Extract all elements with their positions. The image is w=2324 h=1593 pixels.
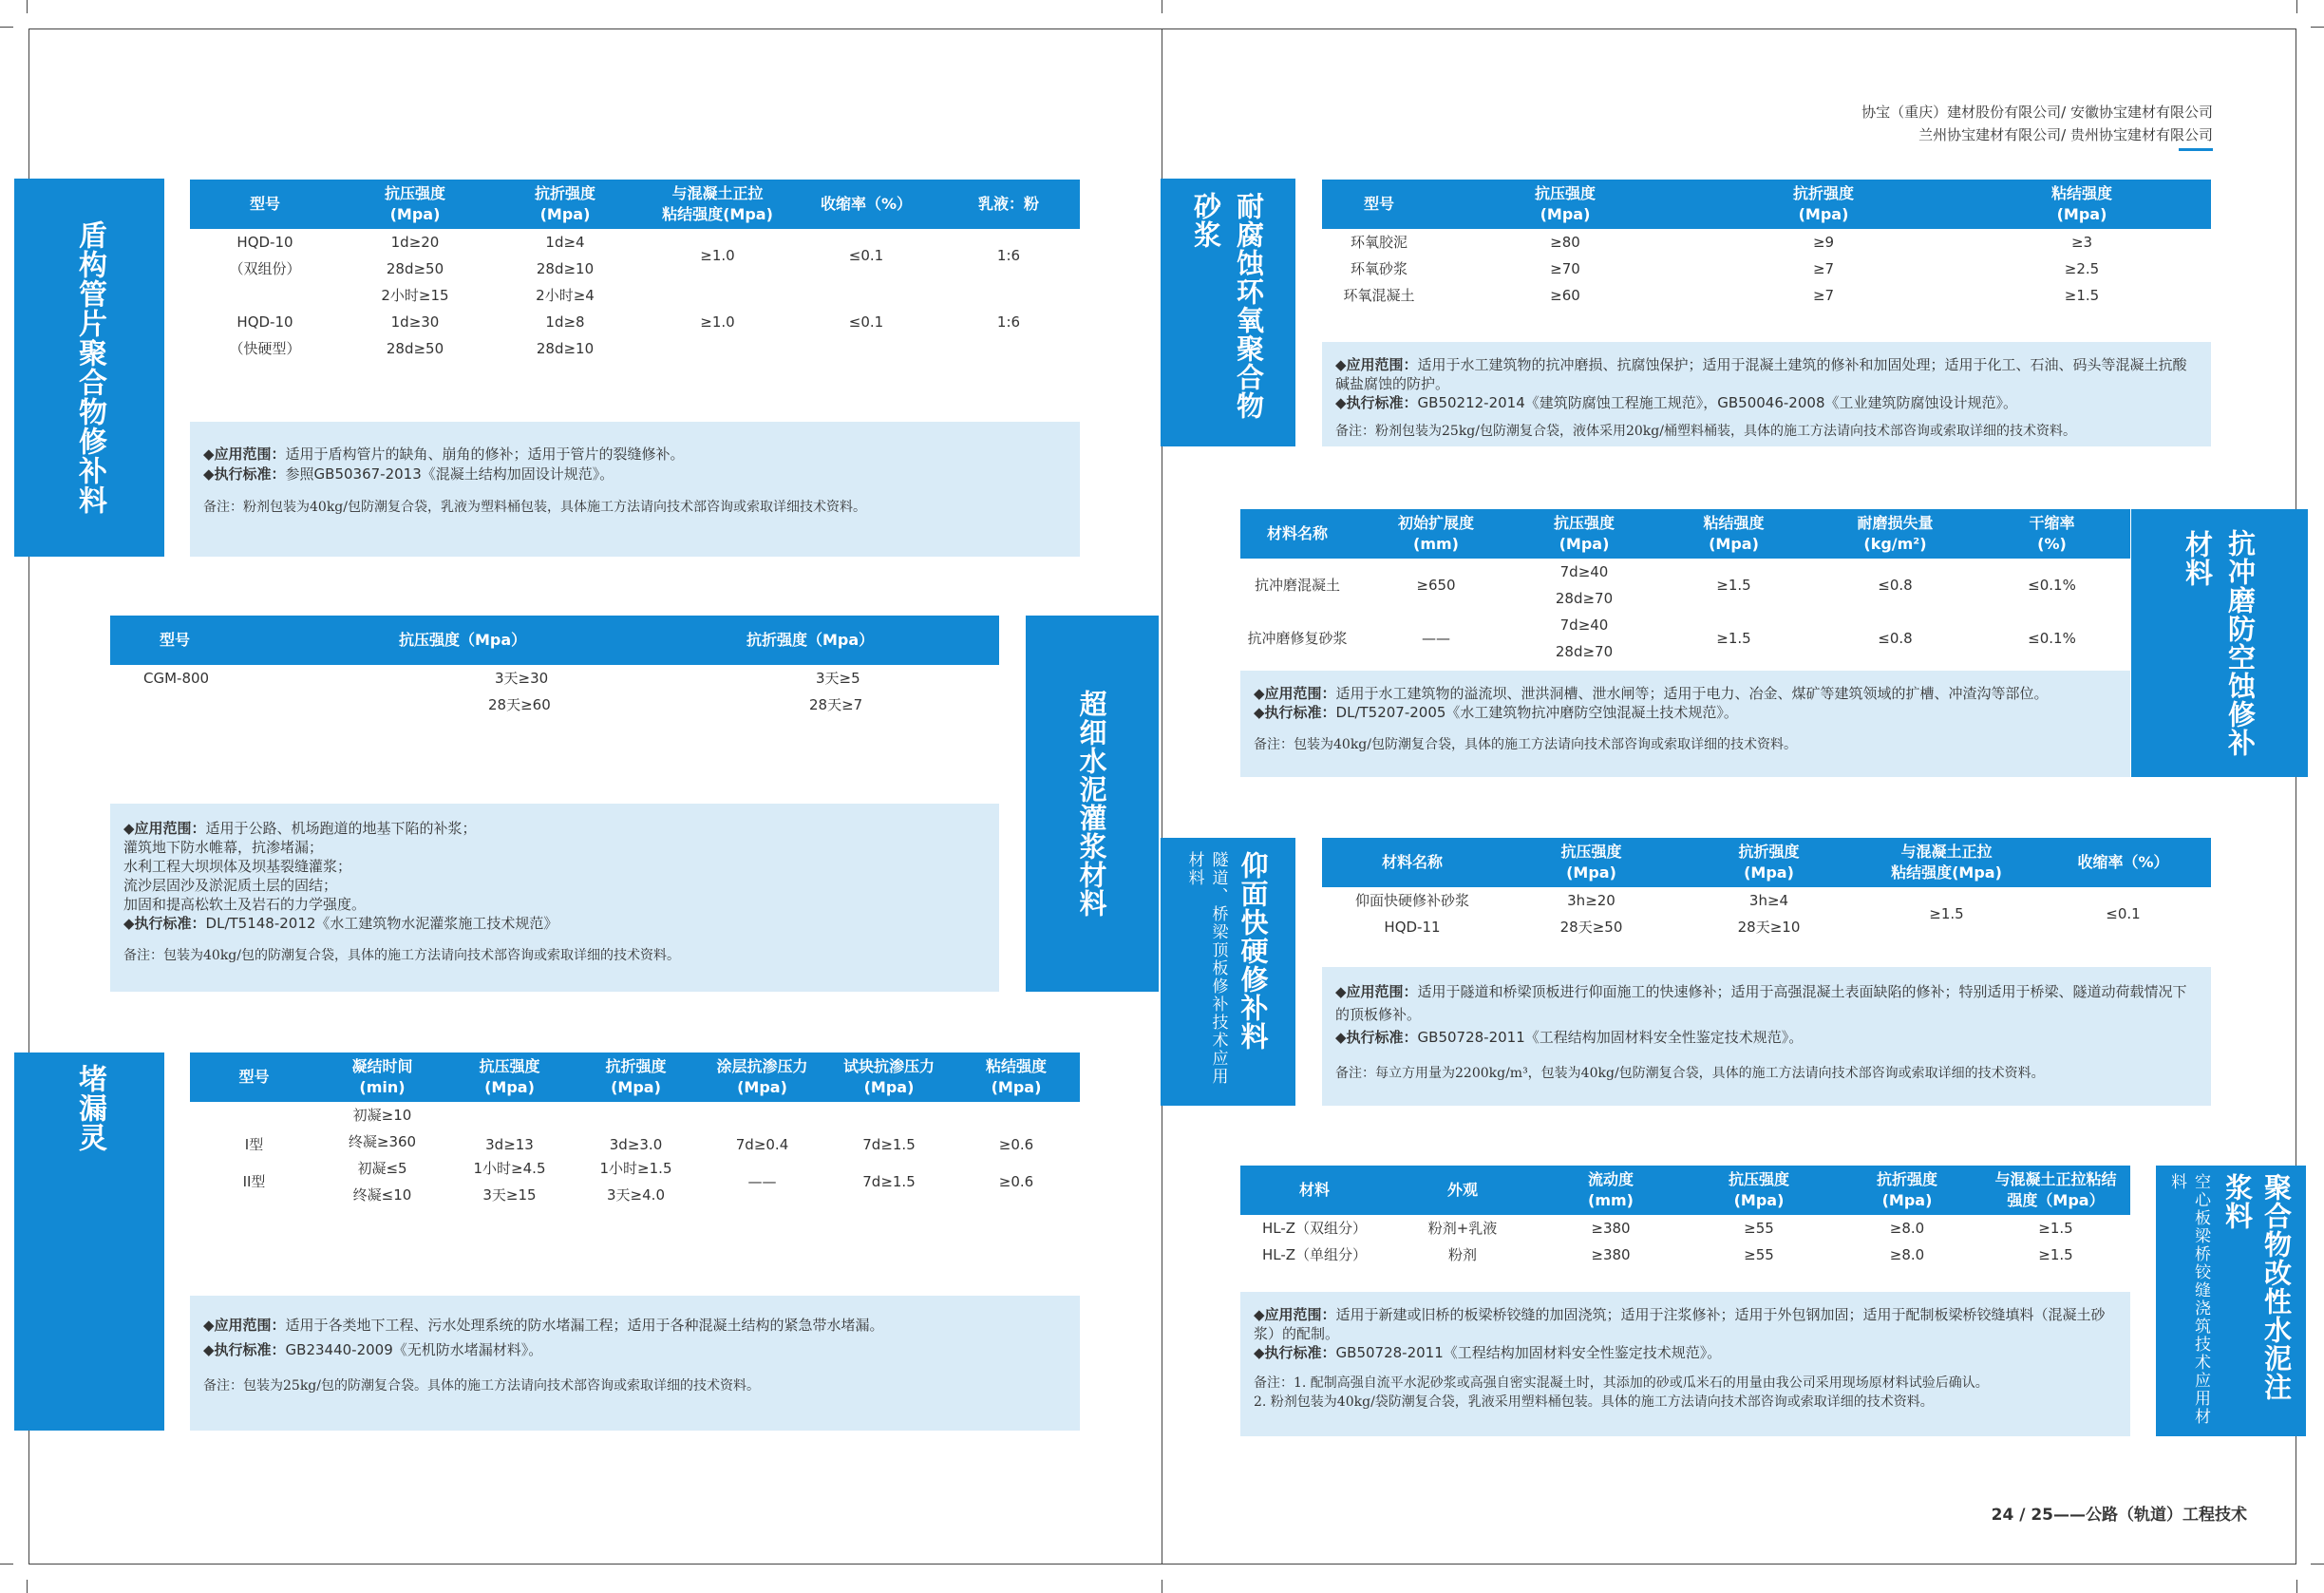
s6-title: 仰面快硬修补料 — [1237, 851, 1270, 1051]
table-cell: 初凝≤5 — [357, 1160, 407, 1177]
s3-th-6: 粘结强度 (Mpa) — [953, 1053, 1080, 1102]
table-cell: ≥650 — [1416, 577, 1456, 594]
s2-title-tab — [1026, 616, 1159, 992]
table-cell: 终凝≥360 — [348, 1133, 417, 1150]
table-cell: 28天≥60 — [488, 696, 551, 713]
table-cell: 1:6 — [996, 247, 1021, 264]
table-cell: 28d≥50 — [386, 260, 444, 277]
table-cell — [640, 282, 795, 309]
s4-title-tab — [1161, 179, 1295, 446]
s4-table — [1322, 180, 2211, 309]
s1-th-1: 抗压强度 (Mpa) — [340, 180, 490, 229]
s7-th-0: 材料 — [1240, 1166, 1389, 1215]
table-cell: ≥380 — [1591, 1246, 1631, 1263]
s7-table — [1240, 1166, 2130, 1268]
table-cell: 1d≥8 — [545, 313, 585, 331]
s7-th-2: 流动度 (mm) — [1537, 1166, 1685, 1215]
table-cell: ≥3 — [2070, 234, 2093, 251]
s7-note: ◆应用范围：适用于新建或旧桥的板梁桥铰缝的加固浇筑；适用于注浆修补；适用于外包钢加固；适用于配制板梁桥铰缝填料（混凝土砂浆）的配制。 ◆执行标准：GB50728-2011《工程结构加固材料安全性鉴定技术规范》。 备注：1. 配制高强自流平水泥砂浆或高强自密实混凝土时，其添加的砂或瓜米石的用量由我公司采用现场原材料试验后确认。 2. 粉剂包装为40kg/袋防潮复合袋，乳液采用塑料桶包装。具体的施工方法请向技术部咨询或索取详细的技术资料。 — [1240, 1292, 2130, 1436]
table-cell: 3d≥13 — [485, 1136, 534, 1153]
s1-th-2: 抗折强度 (Mpa) — [490, 180, 640, 229]
table-cell: 抗冲磨修复砂浆 — [1247, 630, 1348, 647]
table-row — [1322, 229, 2211, 256]
table-cell: ≥380 — [1591, 1220, 1631, 1237]
table-cell: 2小时≥4 — [536, 287, 595, 304]
s6-title-tab — [1161, 838, 1295, 1106]
table-cell — [795, 282, 937, 309]
table-row — [110, 692, 999, 718]
table-cell: ≤0.1% — [2028, 577, 2076, 594]
table-cell: 3天≥4.0 — [607, 1186, 665, 1204]
table-cell: ≥1.5 — [2038, 1246, 2073, 1263]
s7-subtitle: 空心板梁桥铰缝浇筑技术应用材料 — [2167, 1173, 2210, 1426]
table-row — [190, 1155, 1080, 1182]
table-cell: HQD-10 — [236, 234, 293, 251]
s4-th-2: 抗折强度 (Mpa) — [1694, 180, 1953, 229]
table-cell: I型 — [244, 1136, 264, 1153]
table-cell: ≥60 — [1550, 287, 1580, 304]
table-cell: ≥8.0 — [1889, 1220, 1925, 1237]
table-cell: 1d≥30 — [390, 313, 440, 331]
table-cell: 1d≥20 — [390, 234, 440, 251]
table-cell: 环氧胶泥 — [1350, 234, 1408, 251]
s5-table — [1240, 509, 2130, 665]
s1-th-3: 与混凝土正拉 粘结强度(Mpa) — [640, 180, 795, 229]
company-line-2: 兰州协宝建材有限公司/ 贵州协宝建材有限公司 — [1918, 126, 2213, 143]
header-underline — [2179, 148, 2213, 151]
table-cell: ≥9 — [1812, 234, 1835, 251]
s3-title-tab — [14, 1053, 164, 1431]
s3-title: 堵漏灵 — [73, 1064, 106, 1152]
table-cell: 28d≥50 — [386, 340, 444, 357]
table-cell: 28d≥10 — [536, 340, 595, 357]
table-cell: 终凝≤10 — [352, 1186, 412, 1204]
table-cell: （快硬型） — [229, 340, 301, 357]
s4-title: 耐腐蚀环氧聚合物 — [1233, 192, 1265, 420]
table-cell: HQD-10 — [236, 313, 293, 331]
table-cell: 3天≥15 — [482, 1186, 537, 1204]
table-cell: ≥1.0 — [700, 313, 735, 331]
s7-th-1: 外观 — [1389, 1166, 1537, 1215]
s1-title-tab — [14, 179, 164, 557]
table-row — [190, 282, 1080, 309]
table-cell: CGM-800 — [143, 670, 210, 687]
table-cell: 粉剂 — [1447, 1246, 1477, 1263]
table-cell: —— — [747, 1173, 777, 1190]
table-cell: 3天≥5 — [816, 670, 860, 687]
page-footer: 24 / 25——公路（轨道）工程技术 — [1991, 1506, 2247, 1525]
s3-th-2: 抗压强度 (Mpa) — [446, 1053, 573, 1102]
table-row — [1240, 559, 2130, 585]
s1-th-5: 乳液：粉 — [937, 180, 1080, 229]
table-row — [190, 229, 1080, 256]
table-cell: ≤0.1% — [2028, 630, 2076, 647]
table-cell: 7d≥1.5 — [862, 1136, 916, 1153]
s3-table — [190, 1053, 1080, 1208]
table-cell: 28d≥70 — [1555, 643, 1614, 660]
table-cell: 环氧混凝土 — [1343, 287, 1415, 304]
table-row — [190, 309, 1080, 335]
table-cell: 抗冲磨混凝土 — [1254, 577, 1340, 594]
s5-th-4: 耐磨损失量 (kg/m²) — [1817, 509, 1974, 559]
s2-th-0: 型号 — [110, 616, 395, 665]
table-cell: ≥1.5 — [1716, 630, 1751, 647]
s7-title: 聚合物改性水泥注浆料 — [2221, 1173, 2293, 1401]
table-cell: 仰面快硬修补砂浆 — [1354, 892, 1469, 909]
s6-th-1: 抗压强度 (Mpa) — [1502, 838, 1680, 887]
s3-th-3: 抗折强度 (Mpa) — [573, 1053, 699, 1102]
table-cell: 7d≥0.4 — [735, 1136, 789, 1153]
table-row — [1322, 256, 2211, 282]
table-row — [1240, 1215, 2130, 1242]
s3-note: ◆应用范围：适用于各类地下工程、污水处理系统的防水堵漏工程；适用于各种混凝土结构的紧急带水堵漏。 ◆执行标准：GB23440-2009《无机防水堵漏材料》。 备注：包装为25kg/包的防潮复合袋。具体的施工方法请向技术部咨询或索取详细的技术资料。 — [190, 1296, 1080, 1431]
table-cell: 7d≥1.5 — [862, 1173, 916, 1190]
table-cell: ≥1.5 — [2064, 287, 2100, 304]
company-line-1: 协宝（重庆）建材股份有限公司/ 安徽协宝建材有限公司 — [1861, 104, 2213, 121]
table-cell: 28天≥10 — [1737, 919, 1801, 936]
table-cell: HL-Z（单组分） — [1261, 1246, 1368, 1263]
table-cell: ≥55 — [1744, 1220, 1774, 1237]
s2-table — [110, 616, 999, 718]
table-cell: 2小时≥15 — [381, 287, 449, 304]
table-row — [1322, 282, 2211, 309]
table-cell: ≤0.8 — [1878, 577, 1913, 594]
s2-note: ◆应用范围：适用于公路、机场跑道的地基下陷的补浆； 灌筑地下防水帷幕，抗渗堵漏； 水利工程大坝坝体及坝基裂缝灌浆； 流沙层固沙及淤泥质土层的固结； 加固和提高松软土及岩石的力学强度。 ◆执行标准：DL/T5148-2012《水工建筑物水泥灌浆施工技术规范》 备注：包装为40kg/包的防潮复合袋，具体的施工方法请向技术部咨询或索取详细的技术资料。 — [110, 804, 999, 992]
s5-th-0: 材料名称 — [1240, 509, 1354, 559]
table-cell: ≥55 — [1744, 1246, 1774, 1263]
table-cell: 1小时≥1.5 — [599, 1160, 672, 1177]
s2-title: 超细水泥灌浆材料 — [1075, 690, 1108, 918]
s4-th-1: 抗压强度 (Mpa) — [1436, 180, 1694, 229]
table-cell: ≤0.1 — [848, 313, 884, 331]
s3-th-5: 试块抗渗压力 (Mpa) — [825, 1053, 953, 1102]
table-cell: 7d≥40 — [1559, 616, 1609, 634]
s2-th-1: 抗压强度（Mpa） — [395, 616, 690, 665]
table-cell: 28d≥10 — [536, 260, 595, 277]
s7-th-4: 抗折强度 (Mpa) — [1833, 1166, 1981, 1215]
table-cell — [110, 692, 395, 718]
s7-title-tab — [2156, 1166, 2306, 1436]
s4-note: ◆应用范围：适用于水工建筑物的抗冲磨损、抗腐蚀保护；适用于混凝土建筑的修补和加固处理；适用于化工、石油、码头等混凝土抗酸碱盐腐蚀的防护。 ◆执行标准：GB50212-2014《建筑防腐蚀工程施工规范》，GB50046-2008《工业建筑防腐蚀设计规范》。 备注：粉剂包装为25kg/包防潮复合袋，液体采用20kg/桶塑料桶装，具体的施工方法请向技术部咨询或索取详细的技术资料。 — [1322, 342, 2211, 446]
table-cell: 1:6 — [996, 313, 1021, 331]
s5-title: 抗冲磨防空蚀修补 — [2224, 529, 2257, 757]
table-cell: HQD-11 — [1384, 919, 1441, 936]
table-cell: 3h≥4 — [1748, 892, 1789, 909]
table-cell: 粉剂+乳液 — [1427, 1220, 1498, 1237]
table-cell: ≥0.6 — [998, 1136, 1034, 1153]
table-row — [1240, 1242, 2130, 1268]
s4-th-0: 型号 — [1322, 180, 1436, 229]
table-cell: 1d≥4 — [545, 234, 585, 251]
s6-note: ◆应用范围：适用于隧道和桥梁顶板进行仰面施工的快速修补；适用于高强混凝土表面缺陷的修补；特别适用于桥梁、隧道动荷载情况下的顶板修补。 ◆执行标准：GB50728-2011《工程结构加固材料安全性鉴定技术规范》。 备注：每立方用量为2200kg/m³，包装为40kg/包防潮复合袋，具体的施工方法请向技术部咨询或索取详细的技术资料。 — [1322, 967, 2211, 1106]
s5-th-2: 抗压强度 (Mpa) — [1518, 509, 1651, 559]
table-cell: HL-Z（双组分） — [1261, 1220, 1368, 1237]
s4-title-2: 砂浆 — [1190, 192, 1222, 249]
table-cell: ≥2.5 — [2064, 260, 2100, 277]
table-cell: ≥1.5 — [2038, 1220, 2073, 1237]
s2-th-2: 抗折强度（Mpa） — [690, 616, 999, 665]
s6-th-0: 材料名称 — [1322, 838, 1502, 887]
table-cell: 3d≥3.0 — [609, 1136, 663, 1153]
s1-th-0: 型号 — [190, 180, 340, 229]
s6-subtitle: 隧道、桥梁顶板修补技术应用材料 — [1184, 851, 1228, 1086]
s5-title-2: 材料 — [2182, 530, 2214, 587]
table-cell: ≥0.6 — [998, 1173, 1034, 1190]
s6-th-3: 与混凝土正拉 粘结强度(Mpa) — [1858, 838, 2035, 887]
s6-th-2: 抗折强度 (Mpa) — [1680, 838, 1858, 887]
table-cell: （双组份） — [229, 260, 301, 277]
table-cell: 3天≥30 — [495, 670, 549, 687]
s5-th-5: 干缩率 (%) — [1974, 509, 2130, 559]
s1-table — [190, 180, 1080, 362]
s1-title: 盾构管片聚合物修补料 — [73, 220, 106, 515]
table-cell: ≥70 — [1550, 260, 1580, 277]
s7-th-3: 抗压强度 (Mpa) — [1685, 1166, 1833, 1215]
table-cell: ≥8.0 — [1889, 1246, 1925, 1263]
table-cell: ≥80 — [1550, 234, 1580, 251]
table-cell: ≥7 — [1812, 287, 1835, 304]
table-row — [190, 1102, 1080, 1128]
s1-note: ◆应用范围：适用于盾构管片的缺角、崩角的修补；适用于管片的裂缝修补。 ◆执行标准：参照GB50367-2013《混凝土结构加固设计规范》。 备注：粉剂包装为40kg/包防潮复合袋，乳液为塑料桶包装，具体施工方法请向技术部咨询或索取详细技术资料。 — [190, 422, 1080, 557]
table-cell: 28天≥50 — [1559, 919, 1623, 936]
table-cell — [937, 282, 1080, 309]
table-cell: 3h≥20 — [1567, 892, 1615, 909]
table-cell: ≥1.0 — [700, 247, 735, 264]
s4-th-3: 粘结强度 (Mpa) — [1953, 180, 2211, 229]
table-cell: ≤0.1 — [848, 247, 884, 264]
s5-title-tab — [2131, 509, 2308, 777]
table-row — [110, 665, 999, 692]
s3-th-1: 凝结时间 (min) — [318, 1053, 446, 1102]
table-cell: ≥1.5 — [1929, 905, 1964, 922]
s6-th-4: 收缩率（%） — [2035, 838, 2211, 887]
s7-th-5: 与混凝土正拉粘结 强度（Mpa） — [1981, 1166, 2130, 1215]
table-cell: 初凝≥10 — [352, 1107, 412, 1124]
table-cell: ≥1.5 — [1716, 577, 1751, 594]
s5-th-3: 粘结强度 (Mpa) — [1651, 509, 1817, 559]
table-cell: —— — [1422, 630, 1450, 647]
s1-th-4: 收缩率（%） — [795, 180, 937, 229]
table-cell: 28d≥70 — [1555, 590, 1614, 607]
table-cell — [190, 282, 340, 309]
s3-th-0: 型号 — [190, 1053, 318, 1102]
table-cell: II型 — [242, 1173, 266, 1190]
table-cell: 环氧砂浆 — [1350, 260, 1408, 277]
company-header — [1615, 101, 2213, 146]
s5-th-1: 初始扩展度 (mm) — [1354, 509, 1518, 559]
table-cell: ≤0.8 — [1878, 630, 1913, 647]
table-row — [1322, 887, 2211, 914]
table-row — [1240, 612, 2130, 638]
table-cell: ≥7 — [1812, 260, 1835, 277]
table-cell: 1小时≥4.5 — [473, 1160, 546, 1177]
s5-note: ◆应用范围：适用于水工建筑物的溢流坝、泄洪洞槽、泄水闸等；适用于电力、冶金、煤矿等建筑领域的扩槽、冲渣沟等部位。 ◆执行标准：DL/T5207-2005《水工建筑物抗冲磨防空蚀混凝土技术规范》。 备注：包装为40kg/包防潮复合袋，具体的施工方法请向技术部咨询或索取详细的技术资料。 — [1240, 671, 2130, 777]
table-cell: 28天≥7 — [809, 696, 863, 713]
s3-th-4: 涂层抗渗压力 (Mpa) — [699, 1053, 825, 1102]
s6-table — [1322, 838, 2211, 940]
table-cell: ≤0.1 — [2106, 905, 2141, 922]
table-cell: 7d≥40 — [1559, 563, 1609, 580]
